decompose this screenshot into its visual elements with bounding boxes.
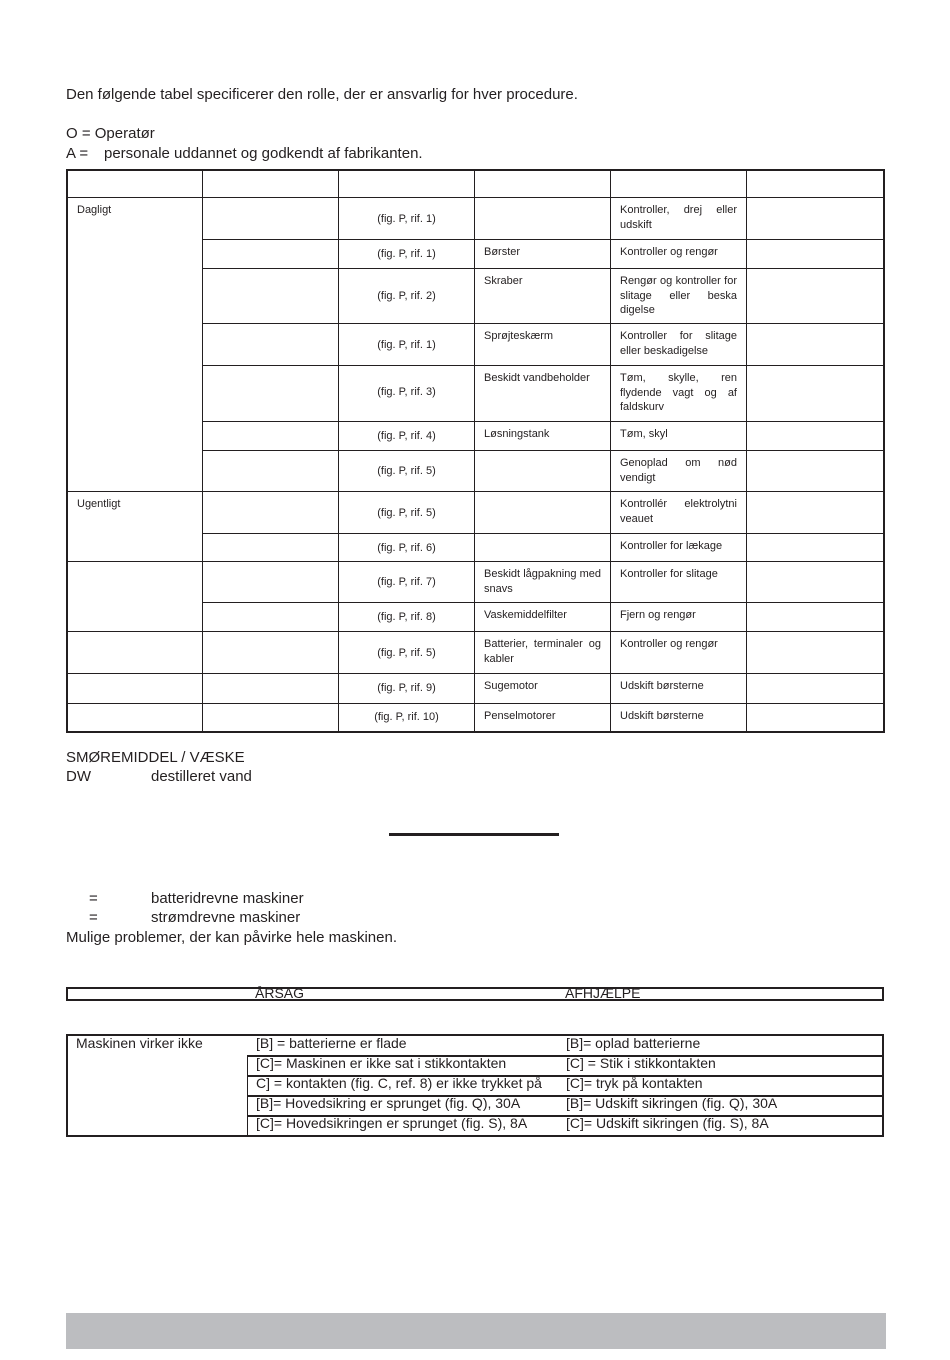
table-cell bbox=[338, 631, 475, 674]
action-text: Tøm, skylle, ren flydende vagt og af faldskurv bbox=[620, 372, 737, 413]
table-cell bbox=[474, 533, 611, 562]
cause-text: [B]= Hovedsikring er sprunget (fig. Q), 30A bbox=[256, 1095, 521, 1111]
part-name: Løsningstank bbox=[484, 428, 550, 440]
trouble-header-bar bbox=[66, 987, 884, 1001]
table-cell bbox=[474, 602, 611, 632]
table-cell bbox=[610, 365, 747, 422]
table-cell bbox=[202, 703, 339, 733]
action-text: Kontroller og rengør bbox=[620, 246, 718, 258]
table-cell bbox=[338, 450, 475, 492]
legend-a-key: A = bbox=[66, 145, 89, 162]
table-cell bbox=[746, 703, 885, 733]
action-text: Kontroller for lækage bbox=[620, 540, 723, 552]
part-name: Penselmotorer bbox=[484, 710, 556, 722]
table-cell bbox=[610, 533, 747, 562]
table-cell bbox=[202, 561, 339, 603]
problems-intro: Mulige problemer, der kan påvirke hele maskinen. bbox=[66, 929, 398, 946]
figure-reference: (fig. P, rif. 5) bbox=[377, 465, 436, 477]
table-cell bbox=[610, 239, 747, 269]
action-text: Kontroller for slitage eller beskadigelse bbox=[620, 330, 737, 357]
figure-reference: (fig. P, rif. 9) bbox=[377, 682, 436, 694]
part-name: Skraber bbox=[484, 275, 523, 287]
table-cell bbox=[746, 323, 885, 366]
figure-reference: (fig. P, rif. 8) bbox=[377, 611, 436, 623]
table-cell bbox=[338, 239, 475, 269]
table-cell bbox=[338, 197, 475, 240]
table-cell bbox=[202, 197, 339, 240]
table-cell bbox=[746, 533, 885, 562]
header-cell bbox=[338, 169, 475, 198]
action-text: Fjern og rengør bbox=[620, 609, 696, 621]
part-name: Beskidt lågpakning med snavs bbox=[484, 568, 601, 595]
lubricant-code: DW bbox=[66, 768, 91, 785]
action-text: Tøm, skyl bbox=[620, 428, 668, 440]
action-text: Udskift børsterne bbox=[620, 680, 704, 692]
figure-reference: (fig. P, rif. 5) bbox=[377, 647, 436, 659]
table-cell bbox=[746, 673, 885, 704]
table-cell bbox=[474, 491, 611, 534]
table-cell bbox=[338, 365, 475, 422]
figure-reference: (fig. P, rif. 10) bbox=[374, 711, 439, 723]
part-name: Beskidt vandbeholder bbox=[484, 372, 590, 384]
part-name: Børster bbox=[484, 246, 521, 258]
remedy-text: [C]= Udskift sikringen (fig. S), 8A bbox=[566, 1115, 769, 1131]
header-cause: ÅRSAG bbox=[255, 986, 305, 999]
action-text: Rengør og kontroller for slitage eller beska digelse bbox=[620, 275, 737, 316]
table-cell bbox=[746, 602, 885, 632]
battery-equals: = bbox=[89, 890, 98, 907]
maintenance-table bbox=[66, 169, 885, 733]
remedy-text: [C] = Stik i stikkontakten bbox=[566, 1055, 716, 1071]
action-text: Kontrollér elektrolytni veauet bbox=[620, 498, 737, 525]
table-cell bbox=[202, 365, 339, 422]
table-cell bbox=[474, 450, 611, 492]
header-remedy: AFHJÆLPE bbox=[565, 986, 641, 999]
power-machines-label: strømdrevne maskiner bbox=[151, 909, 301, 926]
figure-reference: (fig. P, rif. 6) bbox=[377, 542, 436, 554]
table-cell bbox=[610, 421, 747, 451]
table-cell bbox=[338, 268, 475, 324]
legend-operator: O = Operatør bbox=[66, 125, 155, 142]
table-cell bbox=[746, 268, 885, 324]
header-cell bbox=[66, 169, 203, 198]
table-cell bbox=[746, 239, 885, 269]
problem-label: Maskinen virker ikke bbox=[76, 1035, 203, 1051]
action-text: Kontroller for slitage bbox=[620, 568, 718, 580]
footer-bar bbox=[66, 1313, 886, 1349]
frequency-cell-weekly bbox=[66, 491, 203, 562]
action-text: Kontroller og rengør bbox=[620, 638, 718, 650]
column-divider bbox=[247, 1056, 248, 1136]
frequency-cell bbox=[66, 561, 203, 632]
battery-machines-label: batteridrevne maskiner bbox=[151, 890, 304, 907]
frequency-cell bbox=[66, 703, 203, 733]
table-cell bbox=[474, 197, 611, 240]
frequency-cell bbox=[66, 631, 203, 674]
figure-reference: (fig. P, rif. 4) bbox=[377, 430, 436, 442]
remedy-text: [C]= tryk på kontakten bbox=[566, 1075, 703, 1091]
table-cell bbox=[338, 561, 475, 603]
table-cell bbox=[338, 533, 475, 562]
table-cell bbox=[474, 421, 611, 451]
table-cell bbox=[202, 450, 339, 492]
figure-reference: (fig. P, rif. 5) bbox=[377, 507, 436, 519]
figure-reference: (fig. P, rif. 2) bbox=[377, 290, 436, 302]
remedy-text: [B]= oplad batterierne bbox=[566, 1035, 701, 1051]
table-cell bbox=[474, 631, 611, 674]
table-cell bbox=[338, 421, 475, 451]
table-cell bbox=[202, 421, 339, 451]
table-cell bbox=[746, 631, 885, 674]
table-cell bbox=[746, 197, 885, 240]
legend-a-text: personale uddannet og godkendt af fabrikanten. bbox=[104, 145, 423, 162]
table-cell bbox=[474, 268, 611, 324]
figure-reference: (fig. P, rif. 3) bbox=[377, 386, 436, 398]
action-text: Genoplad om nød vendigt bbox=[620, 457, 737, 484]
table-cell bbox=[202, 602, 339, 632]
lubricant-description: destilleret vand bbox=[151, 768, 252, 785]
table-cell bbox=[474, 365, 611, 422]
table-cell bbox=[474, 561, 611, 603]
figure-reference: (fig. P, rif. 1) bbox=[377, 339, 436, 351]
part-name: Batterier, terminaler og kabler bbox=[484, 638, 601, 665]
part-name: Vaskemiddelfilter bbox=[484, 609, 567, 621]
figure-reference: (fig. P, rif. 1) bbox=[377, 248, 436, 260]
cause-text: [B] = batterierne er flade bbox=[256, 1035, 407, 1051]
table-cell bbox=[610, 561, 747, 603]
table-cell bbox=[610, 491, 747, 534]
table-cell bbox=[746, 491, 885, 534]
table-cell bbox=[474, 673, 611, 704]
table-cell bbox=[202, 673, 339, 704]
table-cell bbox=[746, 561, 885, 603]
remedy-text: [B]= Udskift sikringen (fig. Q), 30A bbox=[566, 1095, 778, 1111]
table-cell bbox=[202, 533, 339, 562]
table-cell bbox=[338, 323, 475, 366]
table-cell bbox=[610, 323, 747, 366]
table-cell bbox=[610, 631, 747, 674]
cause-text: [C]= Maskinen er ikke sat i stikkontakten bbox=[256, 1055, 507, 1071]
table-cell bbox=[202, 631, 339, 674]
table-cell bbox=[338, 673, 475, 704]
table-cell bbox=[610, 703, 747, 733]
action-text: Udskift børsterne bbox=[620, 710, 704, 722]
frequency-cell bbox=[66, 673, 203, 704]
table-cell bbox=[474, 323, 611, 366]
cause-text: [C]= Hovedsikringen er sprunget (fig. S), 8A bbox=[256, 1115, 528, 1131]
table-cell bbox=[746, 365, 885, 422]
table-cell bbox=[610, 268, 747, 324]
table-cell bbox=[610, 673, 747, 704]
figure-reference: (fig. P, rif. 1) bbox=[377, 213, 436, 225]
table-cell bbox=[746, 450, 885, 492]
power-equals: = bbox=[89, 909, 98, 926]
table-cell bbox=[610, 197, 747, 240]
header-cell bbox=[610, 169, 747, 198]
table-cell bbox=[202, 323, 339, 366]
action-text: Kontroller, drej eller udskift bbox=[620, 204, 737, 231]
table-cell bbox=[202, 239, 339, 269]
header-cell bbox=[202, 169, 339, 198]
part-name: Sprøjteskærm bbox=[484, 330, 554, 342]
section-divider bbox=[389, 833, 559, 836]
figure-reference: (fig. P, rif. 7) bbox=[377, 576, 436, 588]
frequency-cell-daily bbox=[66, 197, 203, 492]
table-cell bbox=[338, 703, 475, 733]
intro-sentence: Den følgende tabel specificerer den rolle, der er ansvarlig for hver procedure. bbox=[66, 86, 578, 103]
lubricant-heading: SMØREMIDDEL / VÆSKE bbox=[66, 749, 245, 766]
table-cell bbox=[474, 703, 611, 733]
table-cell bbox=[746, 421, 885, 451]
frequency-label: Ugentligt bbox=[77, 498, 121, 510]
table-cell bbox=[338, 491, 475, 534]
table-cell bbox=[610, 450, 747, 492]
table-cell bbox=[338, 602, 475, 632]
part-name: Sugemotor bbox=[484, 680, 538, 692]
cause-text: C] = kontakten (fig. C, ref. 8) er ikke trykket på bbox=[256, 1075, 542, 1091]
table-cell bbox=[202, 491, 339, 534]
table-cell bbox=[202, 268, 339, 324]
frequency-label: Dagligt bbox=[77, 204, 112, 216]
table-cell bbox=[474, 239, 611, 269]
table-cell bbox=[610, 602, 747, 632]
header-cell bbox=[474, 169, 611, 198]
header-cell bbox=[746, 169, 885, 198]
